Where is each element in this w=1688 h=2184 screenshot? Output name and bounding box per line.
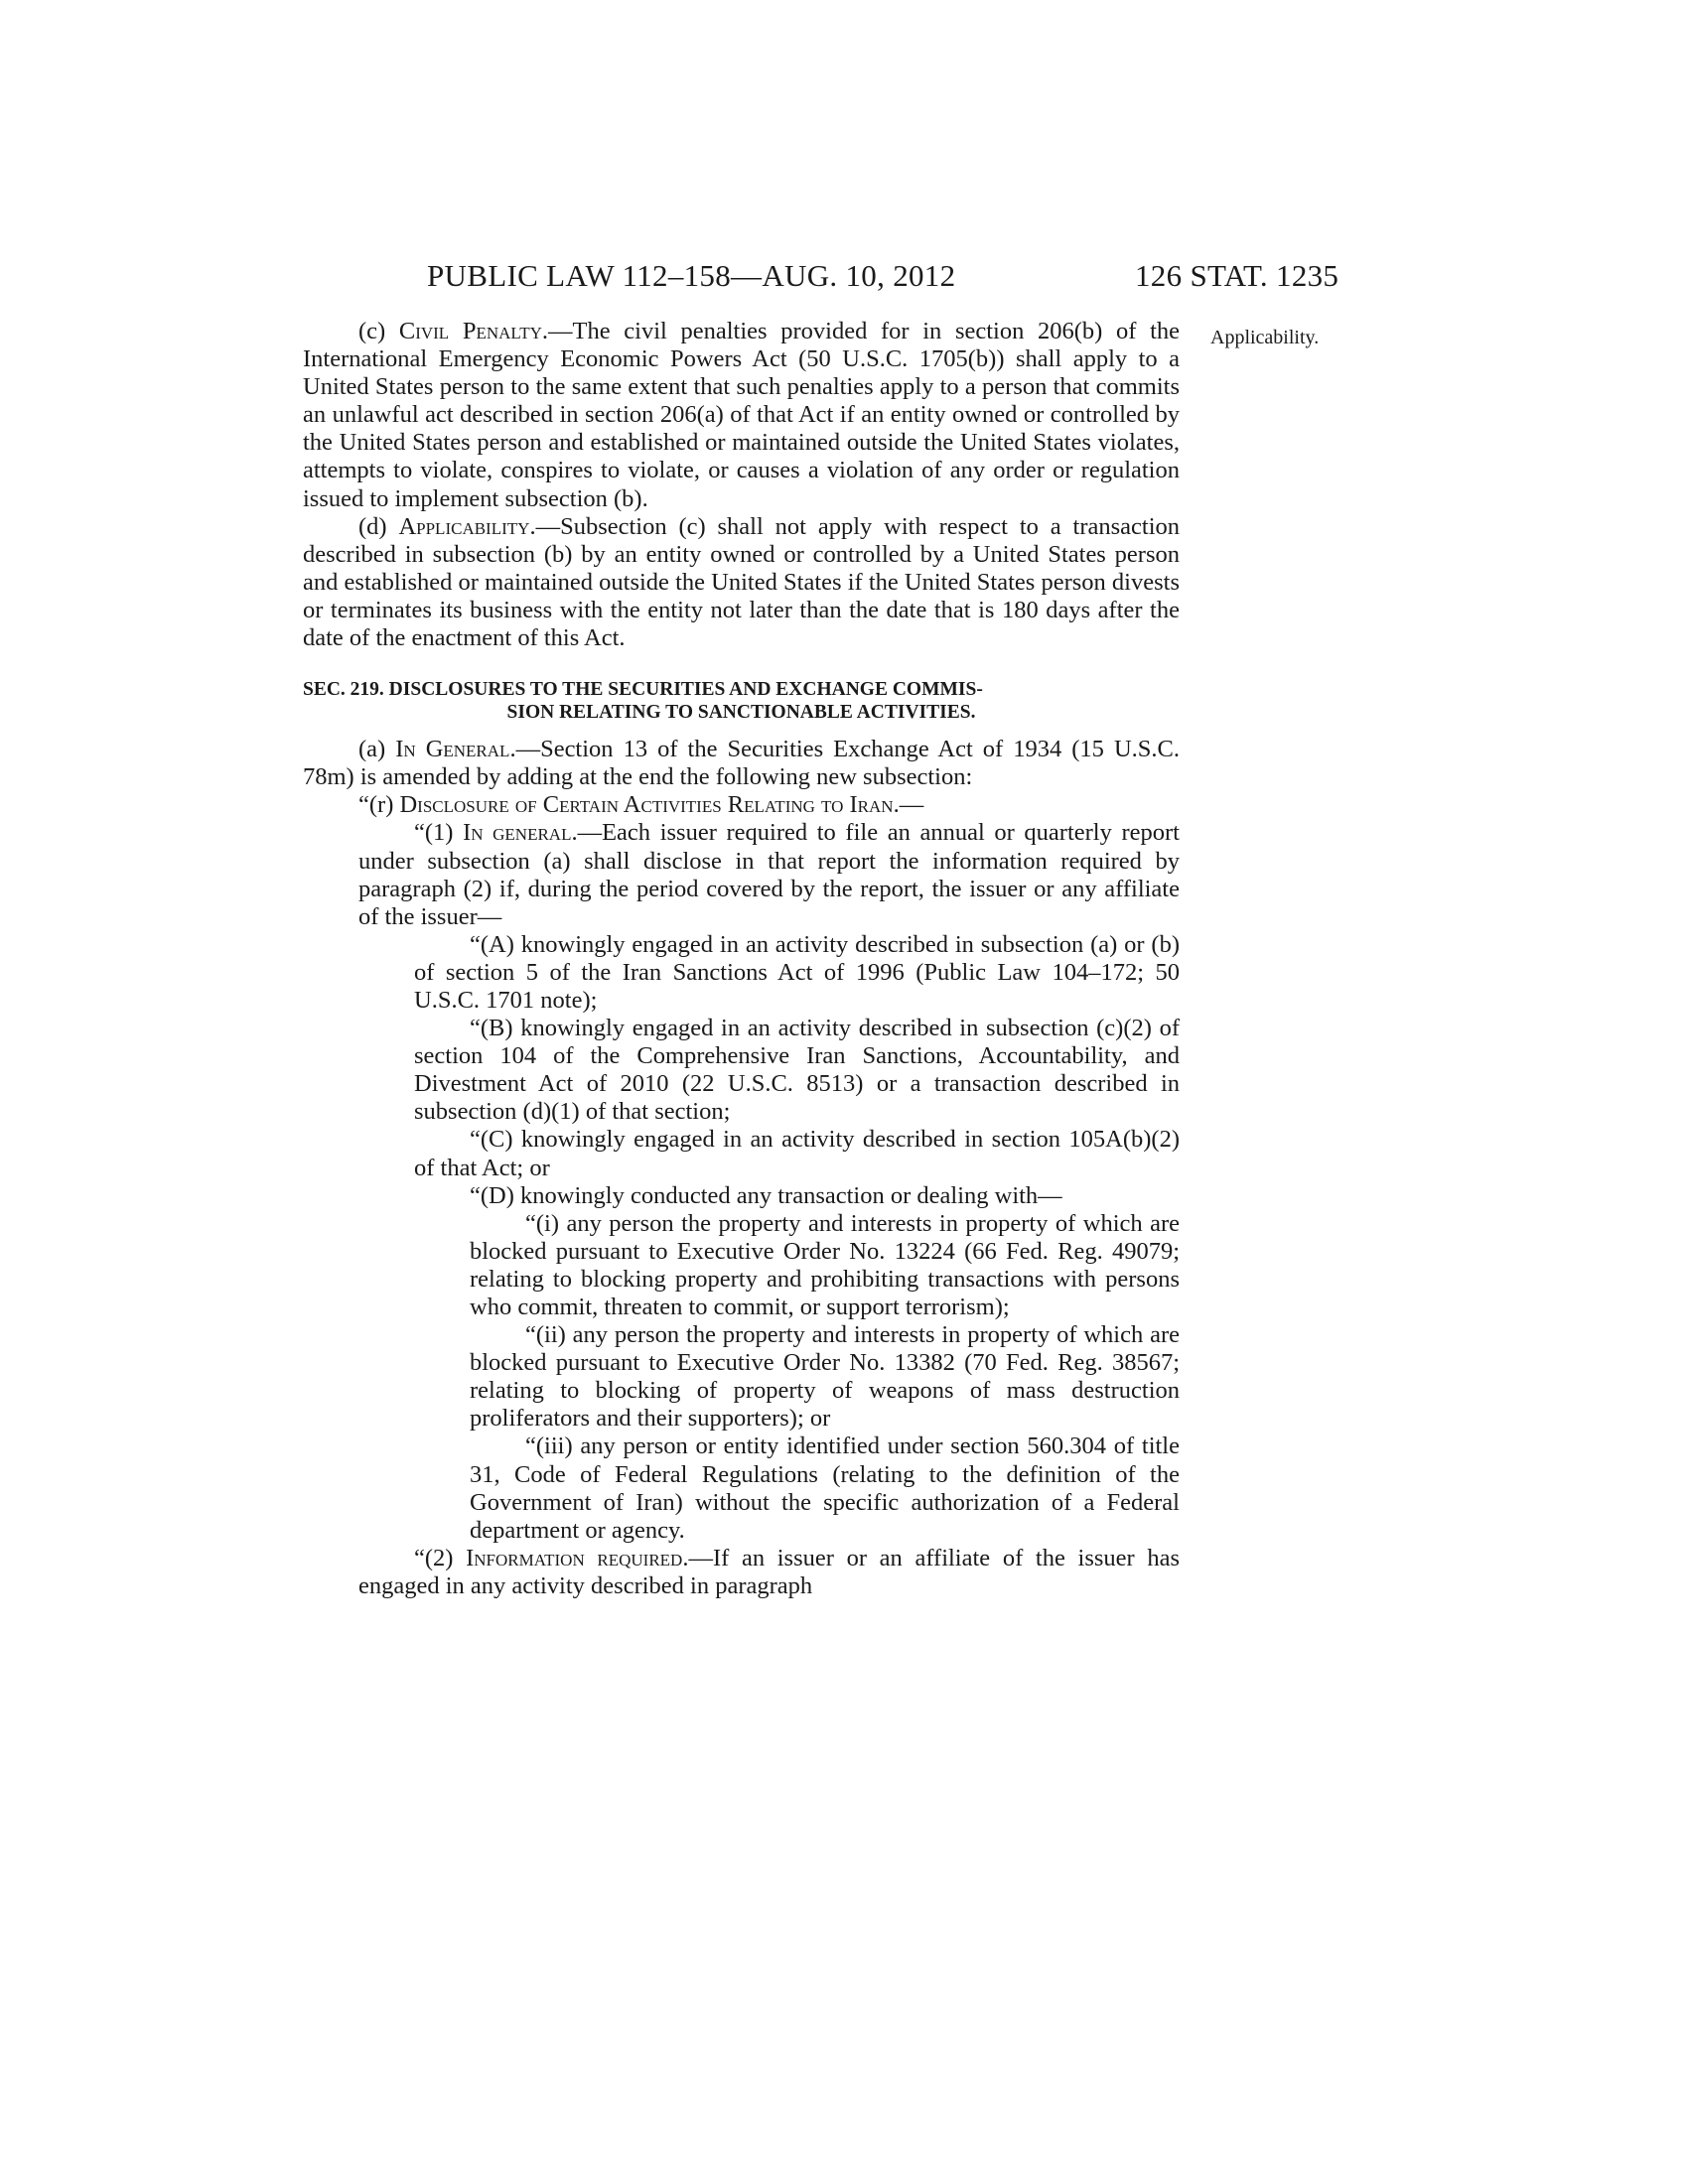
subsection-a	[303, 736, 1180, 791]
marginal-note: Applicability.	[1210, 327, 1320, 348]
item-ii: “(ii) any person the property and interests in property of which are blocked pursuant to Executive Order No. 13382 (70 Fed. Reg. 38567; relating to blocking of property of weapons of mass destruction proliferators and their supporters); or	[470, 1321, 1180, 1433]
document-body	[303, 318, 1180, 1600]
paragraph-d-text: .—Subsection (c) shall not apply with respect to a transaction described in subsection (b) by an entity owned or controlled by a United States person and established or maintained outside the United States if the United States person divests or terminates its business with the entity not later than the date that is 180 days after the date of the enactment of this Act.	[303, 512, 1180, 652]
clause-C: “(C) knowingly engaged in an activity described in section 105A(b)(2) of that Act; or	[414, 1126, 1180, 1181]
paragraph-r1-text: .—Each issuer required to file an annual or quarterly report under subsection (a) shall disclose in that report the information required by paragraph (2) if, during the period covered by the report, the issuer or any affiliate of the issuer—	[358, 819, 1180, 930]
subsection-a-text: .—Section 13 of the Securities Exchange Act of 1934 (15 U.S.C. 78m) is amended by adding at the end the following new subsection:	[303, 736, 1180, 791]
paragraph-d-heading: Applicability	[398, 512, 530, 540]
paragraph-c-text: .—The civil penalties provided for in section 206(b) of the International Emergency Economic Powers Act (50 U.S.C. 1705(b)) shall apply to a United States person to the same extent that such penalties apply to a person that commits an unlawful act described in section 206(a) of that Act if an entity owned or controlled by the United States person and established or maintained outside the United States violates, attempts to violate, conspires to violate, or causes a violation of any order or regulation issued to implement subsection (b).	[303, 318, 1180, 512]
subsection-r-text: .—	[893, 791, 924, 819]
clause-D: “(D) knowingly conducted any transaction or dealing with—	[470, 1181, 1062, 1209]
running-header-title: PUBLIC LAW 112–158—AUG. 10, 2012	[427, 258, 956, 293]
paragraph-r2-text: .—If an issuer or an affiliate of the issuer has engaged in any activity described in paragraph	[358, 1544, 1180, 1599]
paragraph-r2	[303, 1545, 1180, 1600]
paragraph-r1	[303, 819, 1180, 930]
item-i: “(i) any person the property and interests in property of which are blocked pursuant to Executive Order No. 13224 (66 Fed. Reg. 49079; relating to blocking property and prohibiting transactions with persons who commit, threaten to commit, or support terrorism);	[470, 1209, 1180, 1320]
section-heading-line1: SEC. 219. DISCLOSURES TO THE SECURITIES AND EXCHANGE COMMIS-	[303, 679, 983, 701]
paragraph-d	[303, 513, 1180, 652]
subsection-a-heading: In General	[395, 736, 510, 763]
paragraph-r2-label: “(2)	[414, 1544, 467, 1571]
clause-A: “(A) knowingly engaged in an activity described in subsection (a) or (b) of section 5 of the Iran Sanctions Act of 1996 (Public Law 104–172; 50 U.S.C. 1701 note);	[414, 930, 1180, 1014]
paragraph-r1-heading: In general	[463, 819, 572, 847]
running-header-page: 126 STAT. 1235	[1135, 258, 1339, 293]
subsection-a-label: (a)	[358, 736, 396, 763]
paragraph-c	[303, 318, 1180, 513]
subsection-r-heading: Disclosure of Certain Activities Relating to Iran	[399, 791, 894, 819]
paragraph-c-label: (c)	[358, 318, 399, 344]
paragraph-d-label: (d)	[358, 512, 399, 540]
section-heading	[303, 678, 1180, 724]
section-heading-line2: SION RELATING TO SANCTIONABLE ACTIVITIES.	[506, 702, 976, 724]
subsection-r	[303, 791, 1180, 819]
subsection-r-label: “(r)	[358, 791, 400, 819]
clause-B: “(B) knowingly engaged in an activity described in subsection (c)(2) of section 104 of the Comprehensive Iran Sanctions, Accountability, and Divestment Act of 2010 (22 U.S.C. 8513) or a transaction described in subsection (d)(1) of that section;	[414, 1015, 1180, 1126]
paragraph-r1-label: “(1)	[414, 819, 464, 847]
paragraph-r2-heading: Information required	[466, 1544, 683, 1571]
item-iii: “(iii) any person or entity identified under section 560.304 of title 31, Code of Federal Regulations (relating to the definition of the Government of Iran) without the specific authorization of a Federal department or agency.	[470, 1433, 1180, 1544]
paragraph-c-heading: Civil Penalty	[398, 318, 542, 344]
